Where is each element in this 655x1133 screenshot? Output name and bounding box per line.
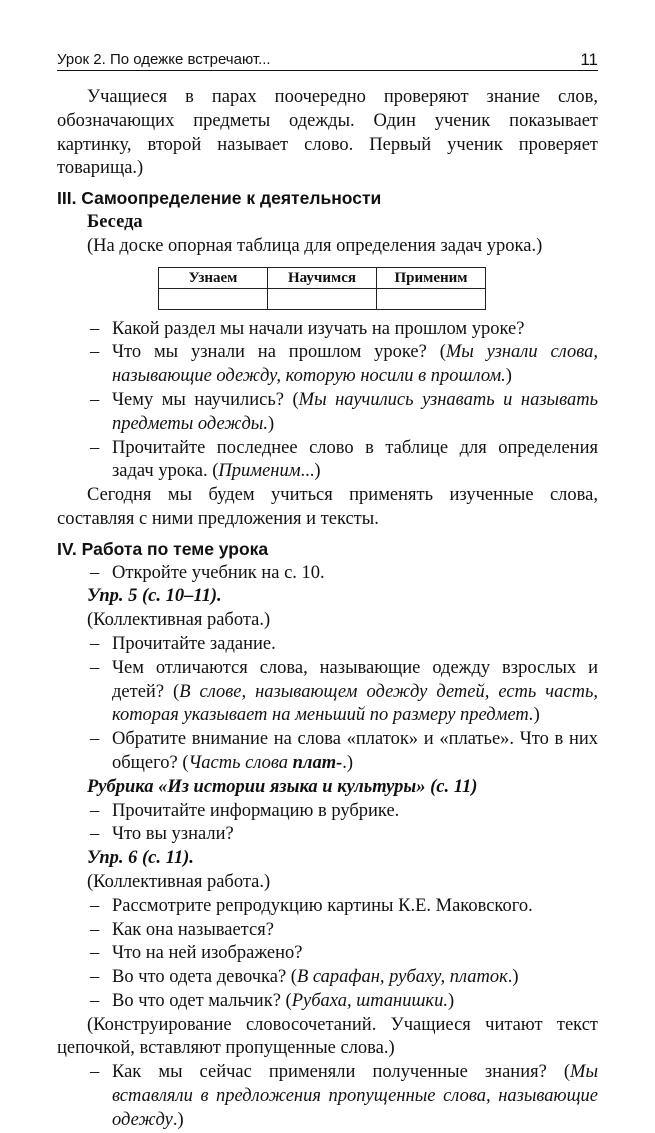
- list-item: [57, 728, 598, 776]
- list-item: [57, 800, 598, 824]
- dash-marker: –: [90, 437, 100, 458]
- dash-marker: –: [90, 1062, 100, 1083]
- item-tail: ...): [300, 461, 321, 482]
- answer-text: Мы научились узнавать и называть предметы одежды.: [112, 389, 599, 434]
- item-text: Как она называется?: [112, 919, 274, 940]
- answer-text: Применим: [218, 461, 301, 482]
- item-text: Во что одета девочка? (: [112, 967, 297, 988]
- table-header-cell: Применим: [377, 267, 486, 288]
- rubric-heading: Рубрика «Из истории языка и культуры» (с. 11): [87, 776, 478, 797]
- item-text: Прочитайте информацию в рубрике.: [112, 800, 400, 821]
- dash-marker: –: [90, 919, 100, 940]
- dash-marker: –: [90, 318, 100, 339]
- answer-text: В слове, называющем одежду детей, есть часть, которая указывает на меньший по размеру предмет.: [112, 681, 598, 726]
- item-text: Во что одет мальчик? (: [112, 990, 292, 1011]
- item-text: Что на ней изображено?: [112, 943, 303, 964]
- list-item: [57, 389, 598, 437]
- item-text: Обратите внимание на слова «платок» и «платье». Что в них общего? (: [112, 729, 598, 773]
- item-text: Чему мы научились? (: [112, 389, 299, 410]
- table-empty-cell: [159, 288, 268, 309]
- answer-text: Рубаха, штанишки.: [291, 990, 448, 1011]
- item-tail: .): [342, 752, 354, 773]
- item-text: Какой раздел мы начали изучать на прошлом уроке?: [112, 318, 525, 339]
- dash-marker: –: [90, 895, 100, 916]
- item-text: Прочитайте последнее слово в таблице для определения задач урока. (: [112, 437, 598, 482]
- item-tail: .): [172, 1109, 184, 1130]
- dash-marker: –: [90, 633, 100, 654]
- list-item: [57, 966, 598, 990]
- item-text: Как мы сейчас применяли полученные знания? (: [112, 1062, 571, 1083]
- dash-marker: –: [90, 967, 100, 988]
- answer-text: Часть слова: [188, 752, 293, 773]
- answer-text: В сарафан, рубаху, платок: [296, 967, 508, 988]
- list-item: [57, 895, 598, 919]
- item-tail: ): [533, 705, 540, 726]
- closing-paragraph: Сегодня мы будем учиться применять изученные слова, составляя с ними предложения и тексты.: [57, 485, 598, 529]
- list-item: [57, 437, 598, 485]
- exercise-5-heading: Упр. 5 (с. 10–11).: [87, 586, 222, 607]
- item-text: Что вы узнали?: [112, 824, 234, 845]
- list-item: [57, 1061, 598, 1132]
- answer-text: Мы вставляли в предложения пропущенные слова, называющие одежду: [112, 1062, 598, 1130]
- item-text: Откройте учебник на с. 10.: [112, 562, 325, 583]
- answer-text: Мы узнали слова, называющие одежду, которую носили в прошлом.: [112, 342, 599, 387]
- list-item: [57, 657, 598, 728]
- item-text: Чем отличаются слова, называющие одежду взрослых и детей? (: [112, 657, 598, 702]
- table-row: [159, 288, 486, 309]
- dash-marker: –: [90, 389, 100, 410]
- running-header: [57, 48, 598, 70]
- dash-marker: –: [90, 943, 100, 964]
- list-item: [57, 823, 598, 847]
- section-3-subtitle: Беседа: [87, 211, 143, 232]
- item-tail: .): [507, 967, 519, 988]
- table-empty-cell: [268, 288, 377, 309]
- exercise-6-heading: Упр. 6 (с. 11).: [87, 848, 194, 869]
- header-title: Урок 2. По одежке встречают...: [57, 51, 271, 68]
- table-header-cell: Научимся: [268, 267, 377, 288]
- item-tail: ): [267, 413, 275, 434]
- header-rule: [57, 70, 598, 71]
- word-part: плат-: [292, 752, 343, 773]
- list-item: [57, 341, 598, 389]
- construct-paragraph: (Конструирование словосочетаний. Учащиеся читают текст цепочкой, вставляют пропущенные слова.): [57, 1014, 598, 1059]
- table-row: [159, 267, 486, 288]
- collective-note: (Коллективная работа.): [87, 610, 271, 631]
- collective-note: (Коллективная работа.): [87, 871, 271, 892]
- item-text: Рассмотрите репродукцию картины К.Е. Маковского.: [112, 895, 533, 916]
- list-item: [57, 942, 598, 966]
- table-empty-cell: [377, 288, 486, 309]
- dash-marker: –: [90, 729, 100, 750]
- item-text: Что мы узнали на прошлом уроке? (: [112, 342, 446, 363]
- list-item: [57, 562, 598, 586]
- board-note: (На доске опорная таблица для определения задач урока.): [87, 235, 543, 256]
- dash-marker: –: [90, 657, 100, 678]
- list-item: [57, 318, 598, 342]
- item-tail: ): [447, 990, 455, 1011]
- section-3-title: III. Самоопределение к деятельности: [57, 188, 382, 209]
- page-body: [57, 86, 598, 1133]
- dash-marker: –: [90, 342, 100, 363]
- dash-marker: –: [90, 800, 100, 821]
- table-header-cell: Узнаем: [159, 267, 268, 288]
- list-item: [57, 990, 598, 1014]
- list-item: [57, 919, 598, 943]
- list-item: [57, 633, 598, 657]
- item-text: Прочитайте задание.: [112, 633, 276, 654]
- dash-marker: –: [90, 824, 100, 845]
- section-4-title: IV. Работа по теме урока: [57, 538, 269, 559]
- dash-marker: –: [90, 990, 100, 1011]
- item-tail: ): [505, 366, 512, 387]
- dash-marker: –: [90, 562, 100, 583]
- lesson-tasks-table: [158, 267, 486, 310]
- page-number: 11: [580, 50, 598, 69]
- intro-paragraph: Учащиеся в парах поочередно проверяют знание слов, обозначающих предметы одежды. Один ученик показывает картинку, второй называет слово. Первый ученик проверяет товарища.): [57, 87, 598, 179]
